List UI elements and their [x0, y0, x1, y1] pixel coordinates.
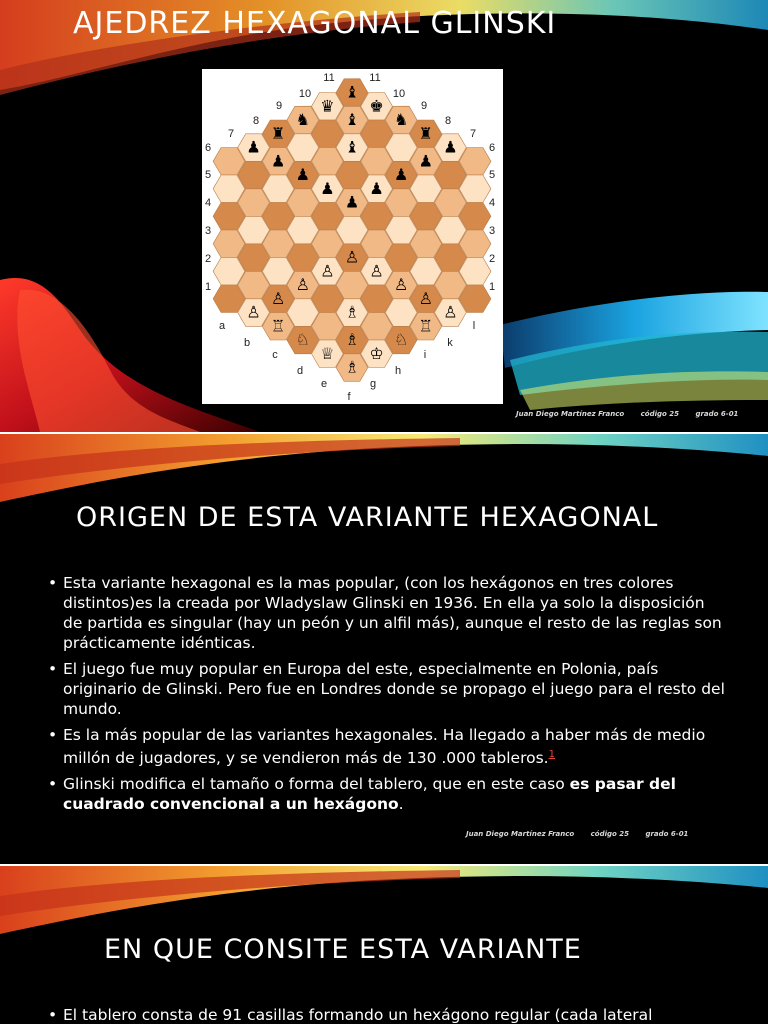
black-knight-icon: ♞	[295, 110, 310, 129]
white-pawn-icon: ♙	[295, 275, 310, 294]
bullet-item: • El juego fue muy popular en Europa del este, especialmente en Polonia, país originario de Glinski. Pero fue en Londres donde se propago el juego para el resto del mundo.	[48, 660, 725, 718]
board-rank-2-left: 2	[204, 253, 212, 265]
board-rank-6-right: 6	[488, 142, 496, 154]
board-label-top-9-right: 9	[420, 100, 428, 112]
slide-3-bullet-list	[48, 1005, 728, 1024]
footer-grade: grado 6-01	[645, 830, 689, 838]
black-pawn-icon: ♟	[246, 137, 261, 157]
glinski-hexagonal-chess-board	[202, 69, 503, 404]
white-king-icon: ♔	[369, 343, 384, 363]
white-pawn-icon: ♙	[320, 261, 335, 281]
board-rank-4-left: 4	[204, 197, 212, 209]
white-pawn-icon: ♙	[246, 302, 261, 322]
white-queen-icon: ♕	[320, 343, 335, 363]
slide-1-footer	[516, 410, 738, 418]
black-pawn-icon: ♟	[320, 178, 335, 198]
slide-2-title: ORIGEN DE ESTA VARIANTE HEXAGONAL	[76, 502, 659, 533]
board-label-top-7-right: 7	[469, 128, 477, 140]
board-file-k: k	[447, 337, 453, 349]
footer-code: código 25	[640, 410, 680, 418]
slide-2-footer	[466, 830, 688, 838]
board-rank-6-left: 6	[204, 142, 212, 154]
board-file-d: d	[296, 365, 304, 377]
bullet-item: • Esta variante hexagonal es la mas popular, (con los hexágonos en tres colores distintos)es la creada por Wladyslaw Glinski en 1936. En ella ya solo la disposición de partida es singular (hay un peón y un alfil más), aunque el resto de las reglas son prácticamente idénticas.	[48, 574, 722, 652]
board-file-h: h	[394, 365, 402, 377]
bullet-item: • Glinski modifica el tamaño o forma del tablero, que en este caso es pasar del cuadrado convencional a un hexágono.	[48, 775, 676, 814]
board-file-i: i	[423, 349, 427, 361]
board-file-e: e	[320, 378, 328, 390]
white-pawn-icon: ♙	[271, 288, 286, 308]
board-file-f: f	[347, 391, 351, 403]
black-bishop-icon: ♝	[344, 110, 360, 129]
bullet-item: • Es la más popular de las variantes hexagonales. Ha llegado a haber más de medio millón de jugadores, y se vendieron más de 130 .000 tableros.$^1$	[48, 726, 706, 768]
slide-2-bullet-list	[48, 573, 728, 820]
footer-grade: grado 6-01	[695, 410, 739, 418]
board-rank-5-right: 5	[488, 169, 496, 181]
board-label-top-10-right: 10	[392, 88, 406, 100]
black-rook-icon: ♜	[271, 123, 286, 143]
board-rank-1-left: 1	[204, 281, 212, 293]
white-pawn-icon: ♙	[394, 275, 409, 294]
black-pawn-icon: ♟	[344, 192, 360, 212]
black-pawn-icon: ♟	[369, 178, 384, 198]
slide-1-title: AJEDREZ HEXAGONAL GLINSKI	[73, 6, 557, 41]
board-rank-1-right: 1	[488, 281, 496, 293]
board-rank-2-right: 2	[488, 253, 496, 265]
white-pawn-icon: ♙	[369, 261, 384, 281]
slide-3	[0, 866, 768, 1024]
white-knight-icon: ♘	[295, 330, 310, 349]
black-king-icon: ♚	[369, 96, 384, 116]
black-bishop-icon: ♝	[344, 137, 360, 157]
board-rank-5-left: 5	[204, 169, 212, 181]
bullet-item: • El tablero consta de 91 casillas formando un hexágono regular (cada lateral	[48, 1006, 653, 1024]
board-label-top-10-left: 10	[298, 88, 312, 100]
board-file-a: a	[218, 320, 226, 332]
white-bishop-icon: ♗	[344, 302, 360, 322]
black-pawn-icon: ♟	[271, 151, 286, 171]
slide-1	[0, 0, 768, 432]
footer-author: Juan Diego Martínez Franco	[516, 410, 625, 418]
white-knight-icon: ♘	[394, 330, 409, 349]
board-label-top-11-right: 11	[369, 72, 381, 84]
board-file-g: g	[369, 378, 377, 390]
black-pawn-icon: ♟	[394, 165, 409, 184]
white-pawn-icon: ♙	[418, 288, 433, 308]
board-file-b: b	[243, 337, 251, 349]
footer-code: código 25	[590, 830, 630, 838]
board-rank-3-right: 3	[488, 225, 496, 237]
black-rook-icon: ♜	[418, 123, 433, 143]
slide-2	[0, 434, 768, 864]
white-rook-icon: ♖	[271, 316, 286, 336]
white-pawn-icon: ♙	[344, 247, 360, 267]
white-bishop-icon: ♗	[344, 330, 360, 349]
black-bishop-icon: ♝	[344, 82, 360, 102]
board-label-top-11-left: 11	[323, 72, 335, 84]
footnote-link[interactable]: 1	[548, 749, 555, 760]
slide-3-title: EN QUE CONSITE ESTA VARIANTE	[104, 934, 582, 965]
black-pawn-icon: ♟	[418, 151, 433, 171]
board-file-c: c	[272, 349, 278, 361]
board-label-top-8-right: 8	[444, 115, 452, 127]
black-queen-icon: ♛	[320, 96, 335, 116]
board-rank-4-right: 4	[488, 197, 496, 209]
white-rook-icon: ♖	[418, 316, 433, 336]
board-label-top-8-left: 8	[252, 115, 260, 127]
black-pawn-icon: ♟	[443, 137, 458, 157]
black-knight-icon: ♞	[394, 110, 409, 129]
board-label-top-7-left: 7	[227, 128, 235, 140]
board-label-top-9-left: 9	[275, 100, 283, 112]
board-file-l: l	[472, 320, 476, 332]
white-bishop-icon: ♗	[344, 357, 360, 377]
footer-author: Juan Diego Martínez Franco	[466, 830, 575, 838]
black-pawn-icon: ♟	[295, 165, 310, 184]
board-rank-3-left: 3	[204, 225, 212, 237]
white-pawn-icon: ♙	[443, 302, 458, 322]
board-svg	[202, 69, 503, 404]
